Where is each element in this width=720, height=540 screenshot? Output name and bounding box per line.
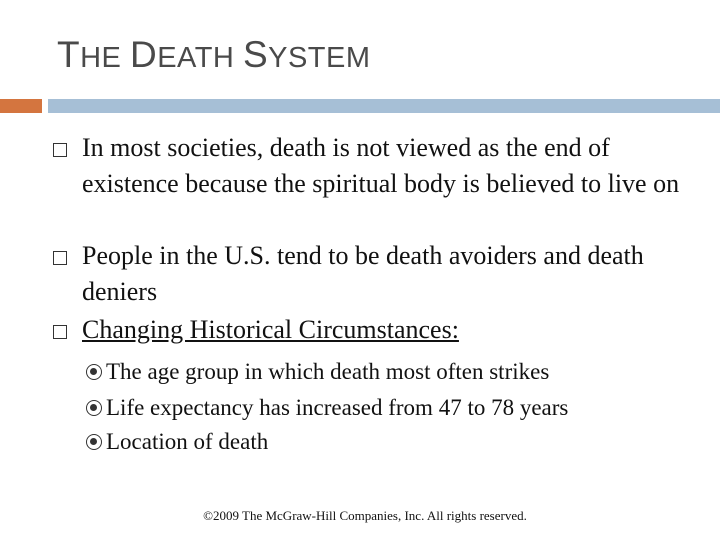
hollow-square-bullet-icon bbox=[53, 251, 67, 265]
copyright-footer: ©2009 The McGraw-Hill Companies, Inc. All rights reserved. bbox=[203, 508, 527, 523]
title-part: D bbox=[129, 34, 158, 75]
slide-title bbox=[57, 36, 371, 73]
title-part: EATH bbox=[157, 42, 243, 74]
bullet-text-1: In most societies, death is not viewed as the end of existence because the spiritual body is believed to live on bbox=[82, 133, 680, 198]
hollow-square-bullet-icon bbox=[53, 325, 67, 339]
title-part: S bbox=[242, 34, 269, 75]
title-part: T bbox=[57, 34, 81, 75]
hollow-square-bullet-icon bbox=[53, 143, 67, 157]
circle-dot-bullet-icon bbox=[86, 434, 102, 450]
title-part: YSTEM bbox=[268, 42, 371, 74]
sub-bullet-text-3: Location of death bbox=[106, 429, 269, 454]
bullet-text-2: People in the U.S. tend to be death avoiders and death deniers bbox=[82, 241, 644, 306]
accent-bar-blue bbox=[48, 99, 720, 113]
circle-dot-bullet-icon bbox=[86, 364, 102, 380]
sub-bullet-text-2: Life expectancy has increased from 47 to 78 years bbox=[106, 395, 569, 420]
accent-bar-orange bbox=[0, 99, 42, 113]
circle-dot-bullet-icon bbox=[86, 400, 102, 416]
bullet-text-3: Changing Historical Circumstances: bbox=[82, 315, 459, 344]
sub-bullet-text-1: The age group in which death most often strikes bbox=[106, 359, 550, 384]
title-part: HE bbox=[80, 42, 130, 74]
